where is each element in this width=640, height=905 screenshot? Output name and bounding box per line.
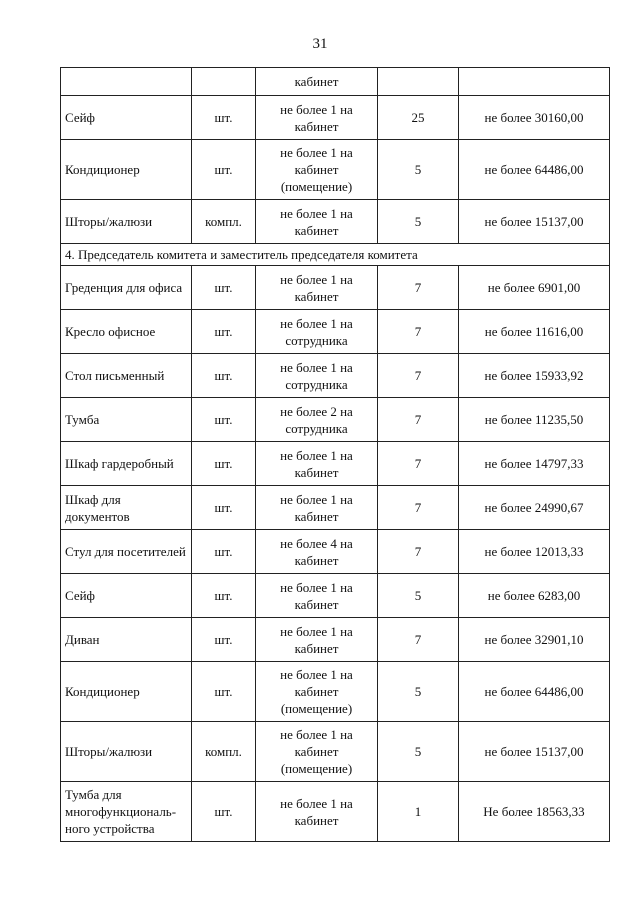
norm-cell: не более 1 на кабинет bbox=[256, 486, 378, 530]
unit-cell: шт. bbox=[192, 140, 256, 200]
section-row bbox=[61, 244, 610, 266]
service-life-cell: 7 bbox=[378, 398, 459, 442]
unit-cell: компл. bbox=[192, 722, 256, 782]
furniture-norms-table bbox=[60, 67, 610, 842]
unit-cell bbox=[192, 68, 256, 96]
norm-cell: не более 1 на кабинет (помещение) bbox=[256, 140, 378, 200]
item-name-cell: Кресло офисное bbox=[61, 310, 192, 354]
item-name-cell: Кондиционер bbox=[61, 140, 192, 200]
unit-cell: шт. bbox=[192, 530, 256, 574]
price-cell: не более 12013,33 bbox=[459, 530, 610, 574]
table-row bbox=[61, 442, 610, 486]
price-cell: не более 11616,00 bbox=[459, 310, 610, 354]
unit-cell: компл. bbox=[192, 200, 256, 244]
unit-cell: шт. bbox=[192, 574, 256, 618]
service-life-cell: 7 bbox=[378, 310, 459, 354]
table-row bbox=[61, 618, 610, 662]
table-row bbox=[61, 96, 610, 140]
item-name-cell: Шторы/жалюзи bbox=[61, 722, 192, 782]
unit-cell: шт. bbox=[192, 96, 256, 140]
price-cell: не более 64486,00 bbox=[459, 140, 610, 200]
table-row bbox=[61, 310, 610, 354]
service-life-cell: 7 bbox=[378, 486, 459, 530]
table-row bbox=[61, 662, 610, 722]
unit-cell: шт. bbox=[192, 310, 256, 354]
service-life-cell: 7 bbox=[378, 618, 459, 662]
norm-cell: кабинет bbox=[256, 68, 378, 96]
service-life-cell: 25 bbox=[378, 96, 459, 140]
norm-cell: не более 1 на кабинет bbox=[256, 442, 378, 486]
item-name-cell: Сейф bbox=[61, 574, 192, 618]
norm-cell: не более 4 на кабинет bbox=[256, 530, 378, 574]
price-cell: не более 24990,67 bbox=[459, 486, 610, 530]
norm-cell: не более 1 на кабинет bbox=[256, 618, 378, 662]
unit-cell: шт. bbox=[192, 398, 256, 442]
table-row bbox=[61, 266, 610, 310]
norm-cell: не более 1 на кабинет bbox=[256, 782, 378, 842]
table-row bbox=[61, 486, 610, 530]
price-cell: не более 6283,00 bbox=[459, 574, 610, 618]
price-cell: Не более 18563,33 bbox=[459, 782, 610, 842]
norm-cell: не более 1 на кабинет bbox=[256, 266, 378, 310]
norm-cell: не более 1 на кабинет bbox=[256, 200, 378, 244]
unit-cell: шт. bbox=[192, 354, 256, 398]
table-row bbox=[61, 354, 610, 398]
item-name-cell: Шторы/жалюзи bbox=[61, 200, 192, 244]
table-row bbox=[61, 722, 610, 782]
unit-cell: шт. bbox=[192, 442, 256, 486]
table-row bbox=[61, 398, 610, 442]
norm-cell: не более 1 на кабинет bbox=[256, 96, 378, 140]
service-life-cell: 5 bbox=[378, 662, 459, 722]
price-cell: не более 15933,92 bbox=[459, 354, 610, 398]
unit-cell: шт. bbox=[192, 266, 256, 310]
norm-cell: не более 1 на кабинет (помещение) bbox=[256, 662, 378, 722]
item-name-cell: Стул для посетителей bbox=[61, 530, 192, 574]
item-name-cell: Сейф bbox=[61, 96, 192, 140]
price-cell: не более 30160,00 bbox=[459, 96, 610, 140]
norm-cell: не более 1 на сотрудника bbox=[256, 354, 378, 398]
table-row bbox=[61, 574, 610, 618]
unit-cell: шт. bbox=[192, 782, 256, 842]
page-number: 31 bbox=[312, 36, 328, 52]
unit-cell: шт. bbox=[192, 662, 256, 722]
price-cell: не более 6901,00 bbox=[459, 266, 610, 310]
table-row bbox=[61, 200, 610, 244]
item-name-cell: Диван bbox=[61, 618, 192, 662]
item-name-cell: Греденция для офиса bbox=[61, 266, 192, 310]
item-name-cell: Шкаф гардеробный bbox=[61, 442, 192, 486]
service-life-cell: 7 bbox=[378, 442, 459, 486]
price-cell bbox=[459, 68, 610, 96]
table-row bbox=[61, 782, 610, 842]
item-name-cell: Тумба для многофункциональ-ного устройства bbox=[61, 782, 192, 842]
item-name-cell: Стол письменный bbox=[61, 354, 192, 398]
service-life-cell: 5 bbox=[378, 574, 459, 618]
service-life-cell: 7 bbox=[378, 530, 459, 574]
item-name-cell: Кондиционер bbox=[61, 662, 192, 722]
item-name-cell bbox=[61, 68, 192, 96]
price-cell: не более 11235,50 bbox=[459, 398, 610, 442]
unit-cell: шт. bbox=[192, 486, 256, 530]
price-cell: не более 32901,10 bbox=[459, 618, 610, 662]
item-name-cell: Тумба bbox=[61, 398, 192, 442]
service-life-cell: 7 bbox=[378, 266, 459, 310]
norm-cell: не более 2 на сотрудника bbox=[256, 398, 378, 442]
price-cell: не более 64486,00 bbox=[459, 662, 610, 722]
price-cell: не более 14797,33 bbox=[459, 442, 610, 486]
table-row bbox=[61, 530, 610, 574]
norm-cell: не более 1 на кабинет (помещение) bbox=[256, 722, 378, 782]
norm-cell: не более 1 на кабинет bbox=[256, 574, 378, 618]
unit-cell: шт. bbox=[192, 618, 256, 662]
price-cell: не более 15137,00 bbox=[459, 722, 610, 782]
item-name-cell: Шкаф для документов bbox=[61, 486, 192, 530]
service-life-cell: 5 bbox=[378, 200, 459, 244]
service-life-cell: 7 bbox=[378, 354, 459, 398]
service-life-cell: 1 bbox=[378, 782, 459, 842]
service-life-cell: 5 bbox=[378, 140, 459, 200]
table-row bbox=[61, 68, 610, 96]
table-row bbox=[61, 140, 610, 200]
price-cell: не более 15137,00 bbox=[459, 200, 610, 244]
service-life-cell: 5 bbox=[378, 722, 459, 782]
service-life-cell bbox=[378, 68, 459, 96]
section-title: 4. Председатель комитета и заместитель председателя комитета bbox=[61, 244, 610, 266]
norm-cell: не более 1 на сотрудника bbox=[256, 310, 378, 354]
